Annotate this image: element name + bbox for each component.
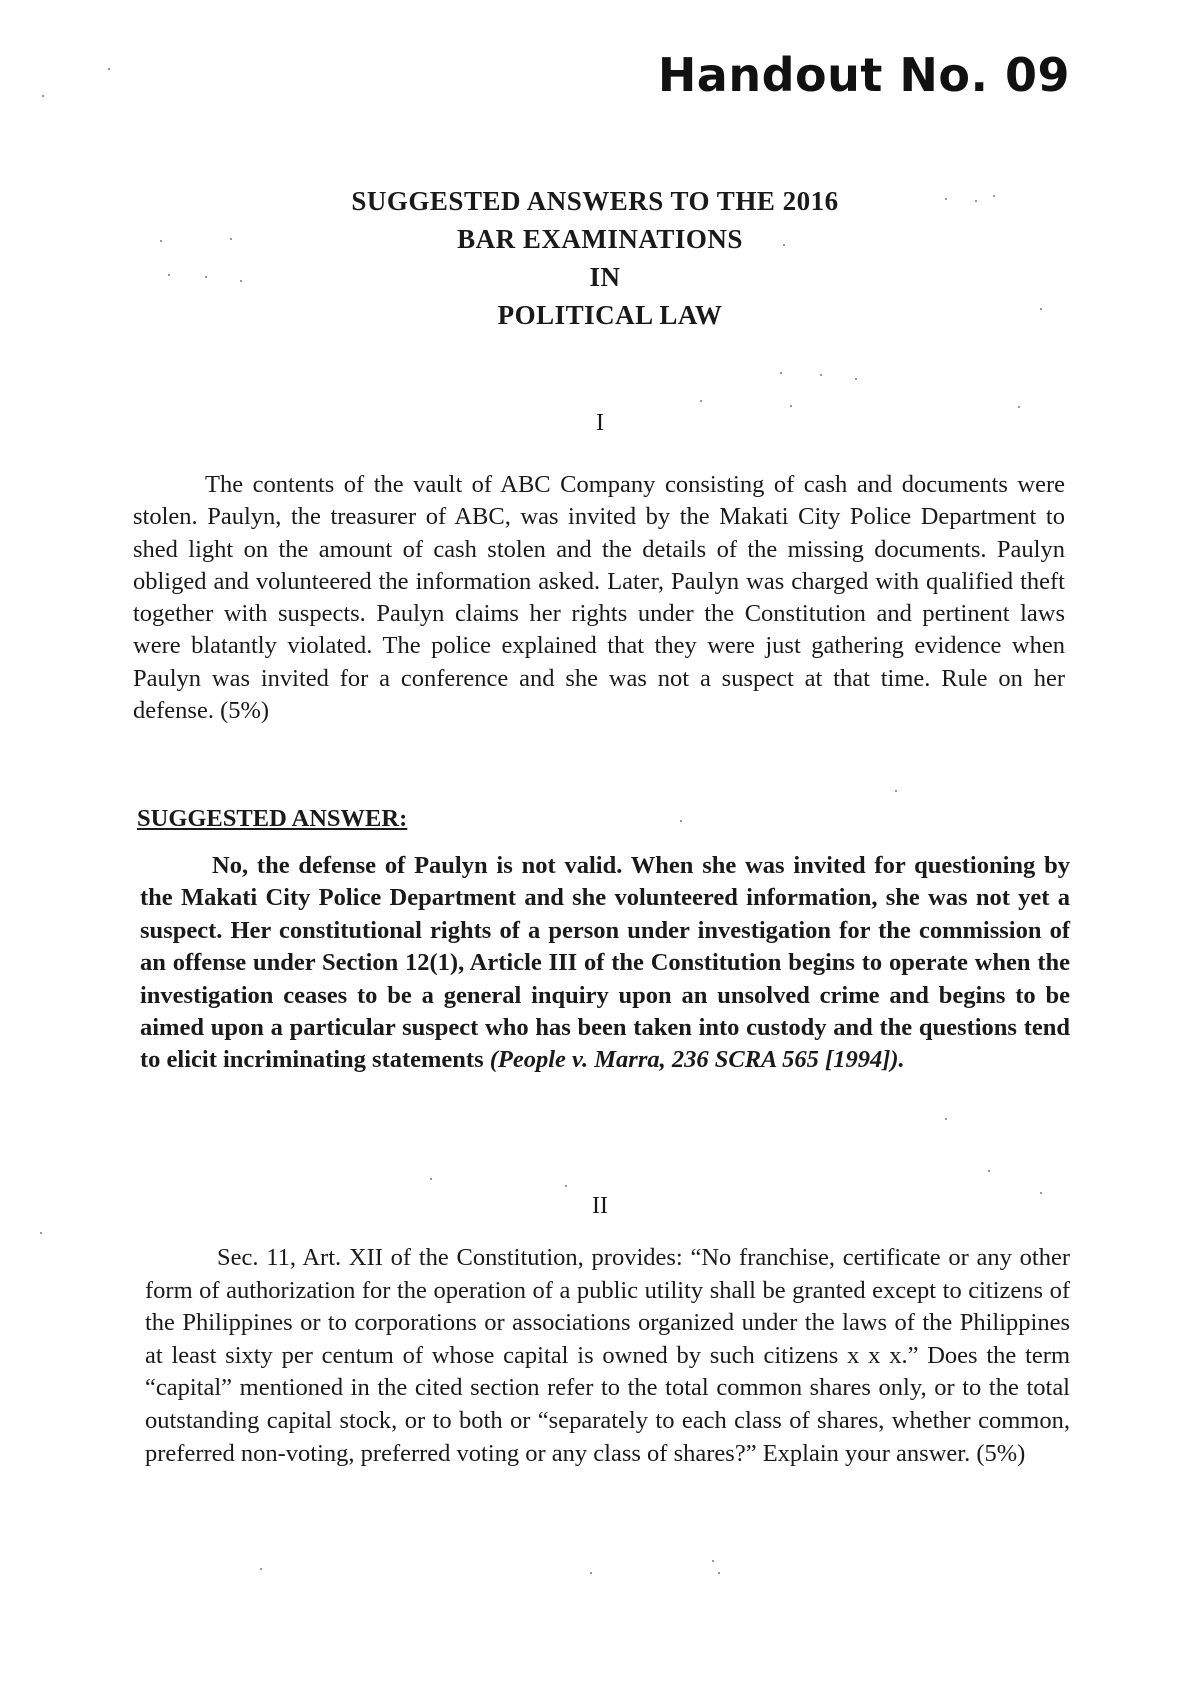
scan-speck <box>160 240 162 242</box>
scan-speck <box>260 1568 262 1570</box>
title-line-1: SUGGESTED ANSWERS TO THE 2016 <box>351 186 839 216</box>
scan-speck <box>1040 1192 1042 1194</box>
question-number-2: II <box>592 1193 608 1219</box>
scan-speck <box>40 1232 42 1234</box>
scan-speck <box>988 1170 990 1172</box>
scan-speck <box>855 378 857 380</box>
title-line-2: BAR EXAMINATIONS <box>457 224 743 254</box>
document-title <box>0 182 1200 334</box>
scan-speck <box>565 1185 567 1187</box>
suggested-answer-label: SUGGESTED ANSWER: <box>137 805 408 832</box>
scan-speck <box>1040 308 1042 310</box>
scan-speck <box>783 244 785 246</box>
scan-speck <box>718 1572 720 1574</box>
answer-1 <box>140 850 1070 1077</box>
scan-speck <box>168 274 170 276</box>
question-2-text: Sec. 11, Art. XII of the Constitution, provides: “No franchise, certificate or any other form of authorization for the operation of a public utility shall be granted except to citizens of the Philippines or to corporations or associations organized under the laws of the Philippines at least sixty per centum of whose capital is owned by such citizens x x x.” Does the term “capital” mentioned in the cited section refer to the total common shares only, or to the total outstanding capital stock, or to both or “separately to each class of shares, whether common, preferred non-voting, preferred voting or any class of shares?” Explain your answer. (5%) <box>145 1244 1070 1467</box>
title-line-4: POLITICAL LAW <box>497 300 723 330</box>
scan-speck <box>108 68 110 70</box>
scan-speck <box>780 372 782 374</box>
scan-speck <box>590 1572 592 1574</box>
handout-number: Handout No. 09 <box>657 48 1070 102</box>
scan-speck <box>1018 406 1020 408</box>
scan-speck <box>945 1118 947 1120</box>
scan-speck <box>820 374 822 376</box>
scan-speck <box>945 198 947 200</box>
question-1-text: The contents of the vault of ABC Company consisting of cash and documents were stolen. Paulyn, the treasurer of ABC, was invited by the Makati City Police Department to shed light on the amount of cash stolen and the details of the missing documents. Paulyn obliged and volunteered the information asked. Later, Paulyn was charged with qualified theft together with suspects. Paulyn claims her rights under the Constitution and pertinent laws were blatantly violated. The police explained that they were just gathering evidence when Paulyn was invited for a conference and she was not a suspect at that time. Rule on her defense. (5%) <box>133 471 1065 725</box>
answer-1-text: No, the defense of Paulyn is not valid. When she was invited for questioning by the Makati City Police Department and she volunteered information, she was not yet a suspect. Her constitutional rights of a person under investigation for the commission of an offense under Section 12(1), Article III of the Constitution begins to operate when the investigation ceases to be a general inquiry upon an unsolved crime and begins to be aimed upon a particular suspect who has been taken into custody and the questions tend to elicit incriminating statements <box>140 852 1070 1074</box>
answer-1-citation: (People v. Marra, 236 SCRA 565 [1994]). <box>489 1046 905 1074</box>
scan-speck <box>790 405 792 407</box>
scan-speck <box>205 276 207 278</box>
scan-speck <box>993 195 995 197</box>
scan-speck <box>430 1178 432 1180</box>
scan-speck <box>240 280 242 282</box>
scan-speck <box>42 95 44 97</box>
scan-speck <box>680 820 682 822</box>
scan-speck <box>975 200 977 202</box>
question-number-1: I <box>596 410 604 436</box>
scan-speck <box>895 790 897 792</box>
title-line-3: IN <box>589 262 621 292</box>
scan-speck <box>230 238 232 240</box>
scan-speck <box>712 1560 714 1562</box>
scan-speck <box>700 400 702 402</box>
